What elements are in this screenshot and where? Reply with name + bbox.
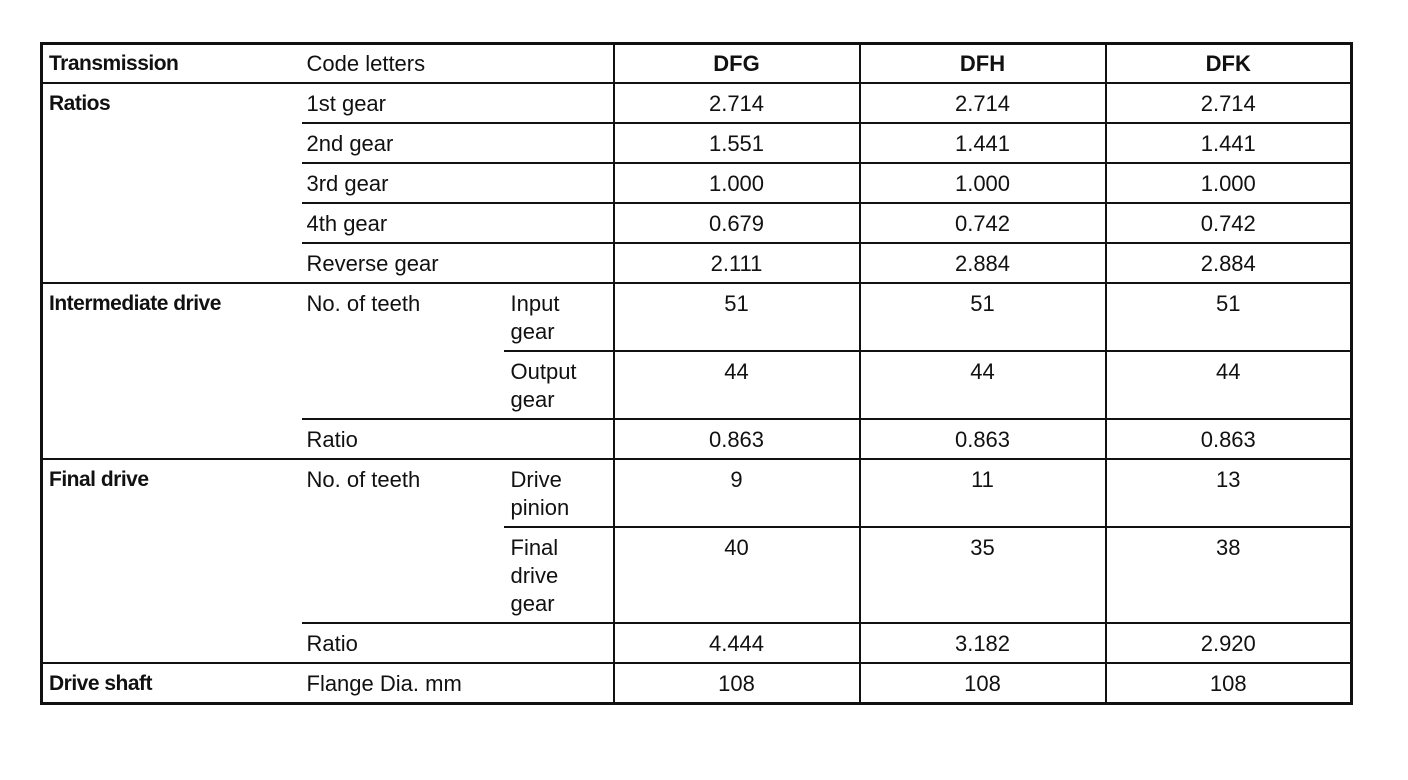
intermediate-drive-heading: Intermediate drive [42,283,302,459]
row-label: Ratio [302,419,614,459]
table-row [42,663,1352,704]
cell-value: 1.000 [614,163,860,203]
sub-label-text: Input gear [510,291,560,344]
cell-value: 44 [860,351,1106,419]
teeth-label: No. of teeth [302,459,504,623]
cell-value: 108 [614,663,860,704]
cell-value: 0.742 [1106,203,1352,243]
row-label: Reverse gear [302,243,614,283]
code-dfh: DFH [860,44,1106,84]
header-row [42,44,1352,84]
table-row [42,283,1352,351]
row-label: 3rd gear [302,163,614,203]
sub-label-text: Drive pinion [510,467,570,520]
cell-value: 0.742 [860,203,1106,243]
table-row [42,83,1352,123]
cell-value: 1.000 [860,163,1106,203]
cell-value: 11 [860,459,1106,527]
cell-value: 2.884 [1106,243,1352,283]
cell-value: 44 [614,351,860,419]
row-label: 2nd gear [302,123,614,163]
cell-value: 44 [1106,351,1352,419]
cell-value: 1.000 [1106,163,1352,203]
cell-value: 2.714 [1106,83,1352,123]
ratios-heading: Ratios [42,83,302,283]
sub-label-text: Final drive gear [510,535,559,616]
row-label: Ratio [302,623,614,663]
row-label: 1st gear [302,83,614,123]
cell-value: 4.444 [614,623,860,663]
cell-value: 51 [860,283,1106,351]
cell-value: 0.679 [614,203,860,243]
cell-value: 0.863 [1106,419,1352,459]
cell-value: 2.111 [614,243,860,283]
final-drive-heading: Final drive [42,459,302,663]
sub-label [504,527,614,623]
cell-value: 13 [1106,459,1352,527]
transmission-spec-table [40,42,1353,705]
cell-value: 2.714 [860,83,1106,123]
code-dfk: DFK [1106,44,1352,84]
row-label: 4th gear [302,203,614,243]
cell-value: 3.182 [860,623,1106,663]
cell-value: 35 [860,527,1106,623]
sub-label [504,459,614,527]
sub-label [504,283,614,351]
transmission-heading: Transmission [42,44,302,84]
cell-value: 0.863 [860,419,1106,459]
cell-value: 2.920 [1106,623,1352,663]
table-row [42,459,1352,527]
cell-value: 2.884 [860,243,1106,283]
sub-label [504,351,614,419]
code-dfg: DFG [614,44,860,84]
cell-value: 1.551 [614,123,860,163]
cell-value: 108 [1106,663,1352,704]
cell-value: 108 [860,663,1106,704]
row-label: Flange Dia. mm [302,663,614,704]
cell-value: 51 [614,283,860,351]
teeth-label: No. of teeth [302,283,504,419]
cell-value: 1.441 [860,123,1106,163]
cell-value: 51 [1106,283,1352,351]
cell-value: 1.441 [1106,123,1352,163]
code-letters-label: Code letters [302,44,614,84]
cell-value: 2.714 [614,83,860,123]
cell-value: 40 [614,527,860,623]
sub-label-text: Output gear [510,359,577,412]
drive-shaft-heading: Drive shaft [42,663,302,704]
cell-value: 9 [614,459,860,527]
cell-value: 0.863 [614,419,860,459]
cell-value: 38 [1106,527,1352,623]
